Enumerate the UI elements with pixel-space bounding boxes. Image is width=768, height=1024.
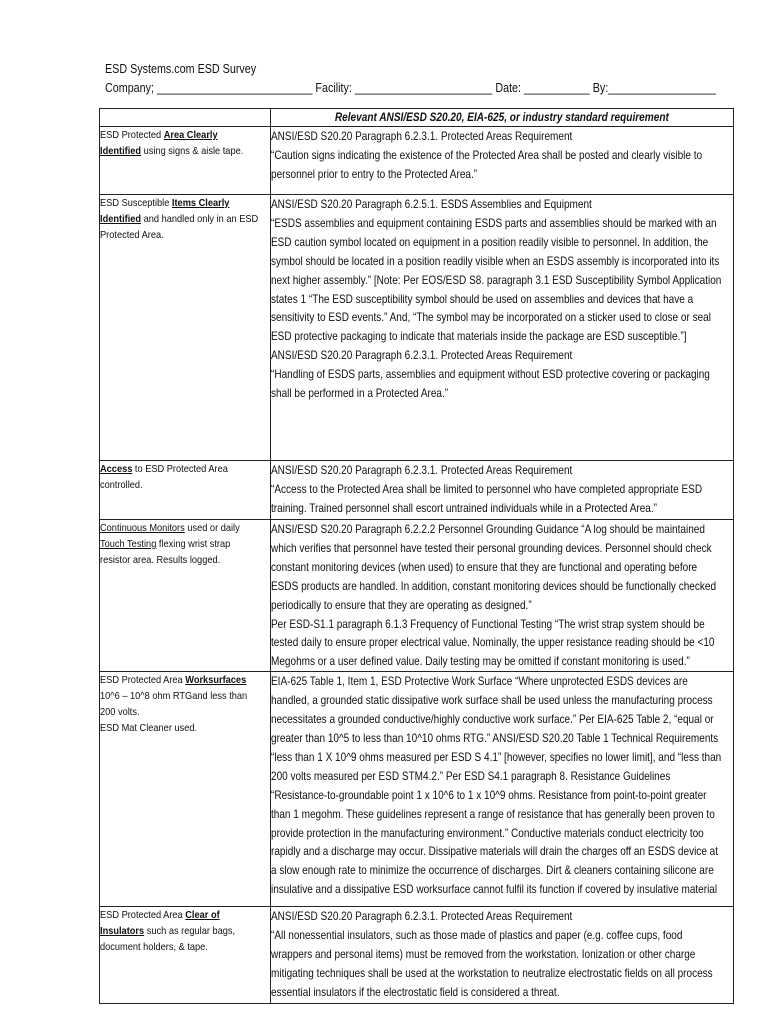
table-row (100, 195, 734, 461)
requirement-text: ANSI/ESD S20.20 Paragraph 6.2.3.1. Protected Areas Requirement “Caution signs indicating the existence of the Protected Area shall be posted and clearly visible to personnel prior to entry to the Protected Area.” (271, 129, 703, 181)
requirement-column-header: Relevant ANSI/ESD S20.20, EIA-625, or industry standard requirement (271, 109, 734, 127)
row-requirement-cell (271, 672, 734, 907)
table-row (100, 461, 734, 520)
row-label-cell: Continuous Monitors used or daily Touch Testing flexing wrist strap resistor area. Results logged. (100, 520, 271, 672)
survey-title: ESD Systems.com ESD Survey (105, 62, 257, 76)
table-row (100, 520, 734, 672)
requirement-text: ANSI/ESD S20.20 Paragraph 6.2.5.1. ESDS Assemblies and Equipment “ESDS assemblies and equipment containing ESDS parts and assemblies should be marked with an ESD caution symbol located on equipment in a position readily visible to personnel. In addition, the symbol should be located in a position readily visible when an ESDS assembly is incorporated into its next higher assembly.” [Note: Per EOS/ESD S8. paragraph 3.1 ESD Susceptibility Symbol Application states 1 “The ESD susceptibility symbol should be used on assemblies and devices that have a sensitivity to ESD events.” And, “The symbol may be incorporated on a sticker used to close or seal ESD protective packaging to indicate that materials inside the package are ESD susceptible.”] ANSI/ESD S20.20 Paragraph 6.2.3.1. Protected Areas Requirement “Handling of ESDS parts, assemblies and equipment without ESD protective covering or packaging shall be performed in a Protected Area.” (271, 197, 722, 401)
requirement-text: ANSI/ESD S20.20 Paragraph 6.2.3.1. Protected Areas Requirement “All nonessential insulators, such as those made of plastics and paper (e.g. coffee cups, food wrappers and personal items) must be removed from the workstation. Ionization or other charge mitigating techniques shall be used at the workstation to neutralize electrostatic fields on all process essential insulators if the electrostatic field is considered a threat. (271, 909, 713, 999)
row-label-cell: ESD Protected Area Worksurfaces 10^6 – 10^8 ohm RTGand less than 200 volts. ESD Mat Cleaner used. (100, 672, 271, 907)
row-label-cell: ESD Susceptible Items Clearly Identified and handled only in an ESD Protected Area. (100, 195, 271, 461)
table-header-row (100, 109, 734, 127)
survey-info-line: Company; __________________________ Facility: _______________________ Date: ___________ By:__________________ (105, 81, 716, 95)
row-requirement-cell (271, 907, 734, 1004)
table-row (100, 907, 734, 1004)
row-requirement-cell (271, 127, 734, 195)
requirement-text: ANSI/ESD S20.20 Paragraph 6.2.3.1. Protected Areas Requirement “Access to the Protected Area shall be limited to personnel who have completed appropriate ESD training. Trained personnel shall escort untrained individuals while in a Protected Area.” (271, 463, 703, 515)
row-requirement-cell (271, 520, 734, 672)
row-requirement-cell (271, 461, 734, 520)
blank-header-cell (100, 109, 271, 127)
requirement-text: EIA-625 Table 1, Item 1, ESD Protective Work Surface “Where unprotected ESDS devices are handled, a grounded static dissipative work surface shall be used unless the manufacturing process necessitates a grounded conductive/highly conductive work surface.” Per EIA-625 Table 2, “equal or greater than 10^5 to less than 10^10 ohms RTG.” ANSI/ESD S20.20 Table 1 Technical Requirements “less than 1 X 10^9 ohms measured per ESD S 4.1” [however, specifies no lower limit], and “less than 200 volts measured per ESD STM4.2.” Per ESD S4.1 paragraph 8. Resistance Guidelines “Resistance-to-groundable point 1 x 10^6 to 1 x 10^9 ohms. Resistance from point-to-point greater than 1 megohm. These guidelines represent a range of resistance that has generally been proven to provide protection in the manufacturing environment.” Conductive materials conduct electricity too rapidly and a discharge may occur. Dissipative materials will drain the charges off an ESDS device at a slow enough rate to minimize the occurrence of discharges. Dirt & cleaners containing silicone are insulative and a dissipative ESD worksurface cannot fulfil its function if covered by insulative material (271, 674, 722, 897)
table-row (100, 672, 734, 907)
row-label-cell: ESD Protected Area Clearly Identified using signs & aisle tape. (100, 127, 271, 195)
requirement-text: ANSI/ESD S20.20 Paragraph 6.2.2.2 Personnel Grounding Guidance “A log should be maintained which verifies that personnel have tested their personal grounding devices. Personnel should check constant monitoring devices (when used) to ensure that they are functional and operating before ESDS products are handled. In addition, constant monitoring devices should be functionally checked periodically to ensure that they are operating as designed.” Per ESD-S1.1 paragraph 6.1.3 Frequency of Functional Testing “The wrist strap system should be tested daily to ensure proper electrical value. Nominally, the upper resistance reading should be <10 Megohms or a user defined value. Daily testing may be omitted if constant monitoring is used.” (271, 522, 717, 669)
row-requirement-cell (271, 195, 734, 461)
survey-table (99, 108, 734, 1004)
row-label-cell: ESD Protected Area Clear of Insulators such as regular bags, document holders, & tape. (100, 907, 271, 1004)
table-row (100, 127, 734, 195)
row-label-cell: Access to ESD Protected Area controlled. (100, 461, 271, 520)
